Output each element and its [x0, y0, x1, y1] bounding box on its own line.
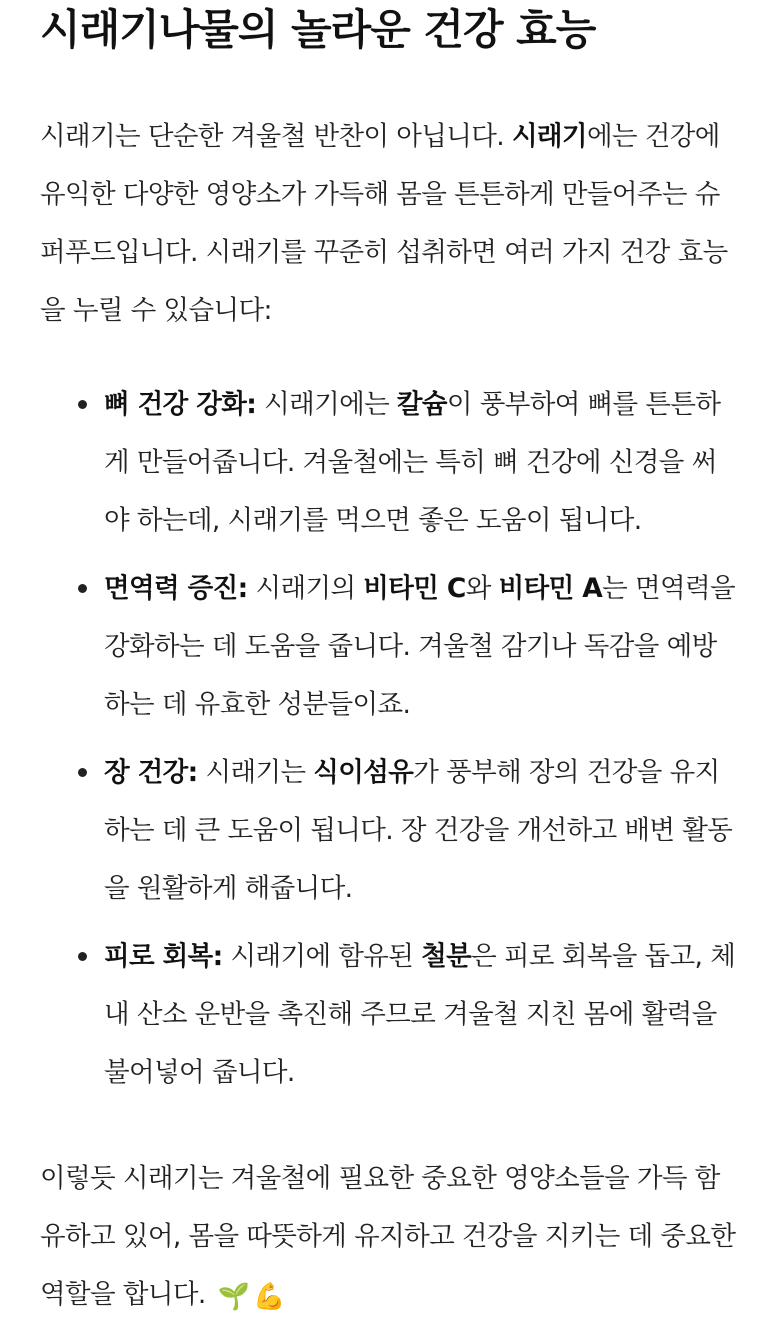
intro-text-1: 시래기는 단순한 겨울철 반찬이 아닙니다.: [40, 121, 512, 152]
flexed-biceps-icon: 💪: [253, 1282, 286, 1312]
bullet-icon: [78, 768, 87, 777]
benefit-text: 가 풍부해 장의 건강을 유지하는 데 큰 도움이 됩니다. 장 건강을 개선하고 배변 활동을 원활하게 해줍니다.: [104, 757, 733, 904]
benefit-heading: 장 건강:: [104, 757, 198, 788]
list-item: [40, 928, 738, 1102]
benefit-text: 시래기의: [247, 573, 364, 604]
intro-text-2: 에는 건강에 유익한 다양한 영양소가 가득해 몸을 튼튼하게 만들어주는 슈퍼푸드입니다. 시래기를 꾸준히 섭취하면 여러 가지 건강 효능을 누릴 수 있습니다:: [40, 121, 728, 326]
benefit-bold: 식이섬유: [313, 757, 414, 788]
benefit-bold: 비타민 C: [363, 573, 466, 604]
intro-paragraph: [40, 108, 738, 340]
benefit-text: 이 풍부하여 뼈를 튼튼하게 만들어줍니다. 겨울철에는 특히 뼈 건강에 신경을 써야 하는데, 시래기를 먹으면 좋은 도움이 됩니다.: [104, 389, 721, 536]
sprout-icon: 🌱: [217, 1282, 250, 1312]
outro-text: 이렇듯 시래기는 겨울철에 필요한 중요한 영양소들을 가득 함유하고 있어, 몸을 따뜻하게 유지하고 건강을 지키는 데 중요한 역할을 합니다.: [40, 1163, 736, 1310]
benefit-text: 시래기에는: [256, 389, 397, 420]
bullet-icon: [78, 952, 87, 961]
intro-bold-1: 시래기: [511, 121, 587, 152]
list-item: [40, 744, 738, 918]
benefit-heading: 면역력 증진:: [104, 573, 248, 604]
page-title: 시래기나물의 놀라운 건강 효능: [40, 5, 596, 54]
benefit-bold: 철분: [421, 941, 472, 972]
benefit-text: 시래기는: [197, 757, 314, 788]
benefits-list: [40, 376, 738, 1102]
benefit-heading: 피로 회복:: [104, 941, 223, 972]
bullet-icon: [78, 584, 87, 593]
benefit-heading: 뼈 건강 강화:: [104, 389, 257, 420]
list-item: [40, 376, 738, 550]
list-item: [40, 560, 738, 734]
benefit-bold: 칼슘: [396, 389, 447, 420]
benefit-text: 는 면역력을 강화하는 데 도움을 줍니다. 겨울철 감기나 독감을 예방하는 데 유효한 성분들이죠.: [104, 573, 735, 720]
outro-paragraph: [40, 1150, 738, 1324]
benefit-text: 시래기에 함유된: [222, 941, 422, 972]
bullet-icon: [78, 400, 87, 409]
benefit-text: 은 피로 회복을 돕고, 체내 산소 운반을 촉진해 주므로 겨울철 지친 몸에 활력을 불어넣어 줍니다.: [104, 941, 736, 1088]
benefit-bold: 비타민 A: [498, 573, 603, 604]
benefit-text: 와: [465, 573, 499, 604]
